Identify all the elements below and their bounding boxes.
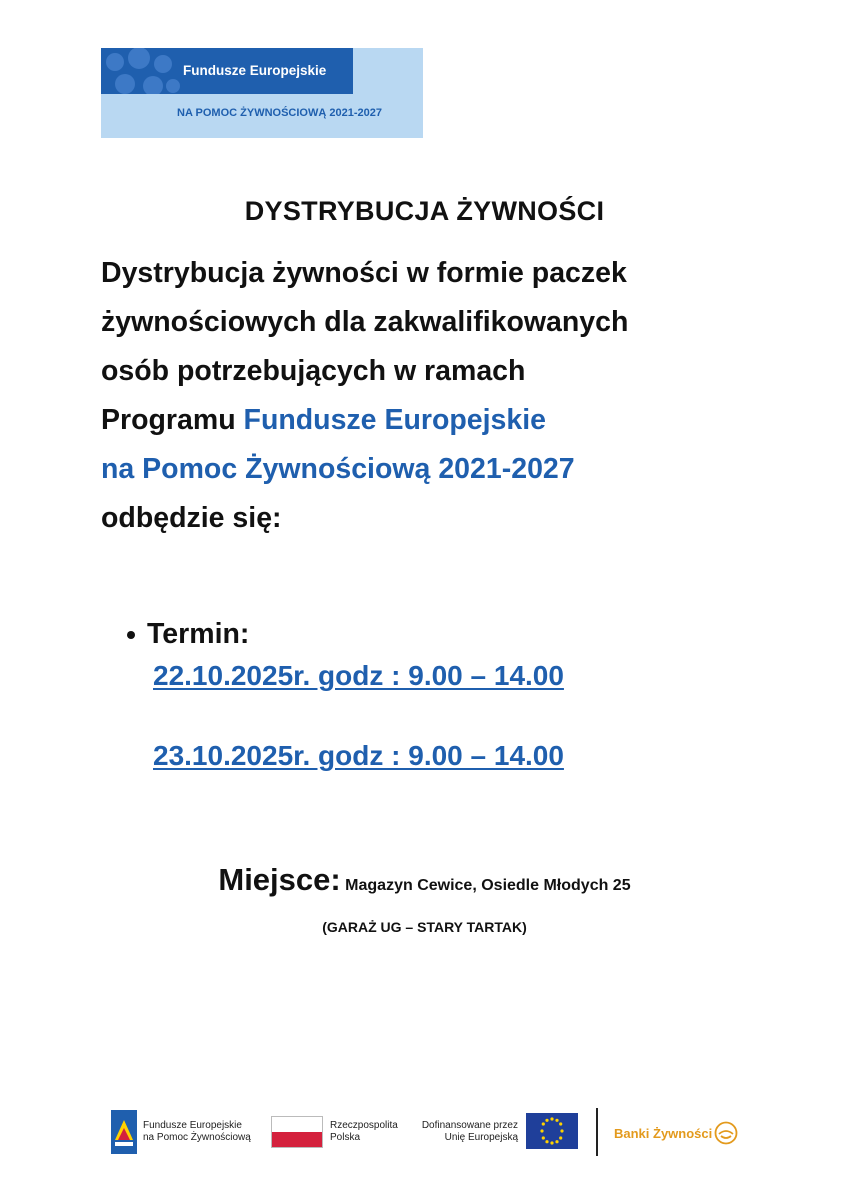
eu-logo-line-1: Dofinansowane przez [421, 1120, 518, 1131]
eu-flag-icon [526, 1113, 578, 1149]
place-value: Magazyn Cewice, Osiedle Młodych 25 [345, 877, 631, 894]
banki-logo-icon [714, 1121, 738, 1145]
eu-logo-line-2: Unię Europejską [444, 1132, 518, 1143]
date-link-1[interactable]: 22.10.2025r. godz : 9.00 – 14.00 [153, 660, 564, 691]
place-label: Miejsce: [218, 862, 341, 897]
bullet-icon [127, 631, 135, 639]
polish-flag-icon [271, 1116, 323, 1148]
eu-logo-text [420, 1120, 518, 1144]
fe-banner-tagline: NA POMOC ŻYWNOŚCIOWĄ 2021-2027 [177, 107, 382, 119]
rp-logo-text [330, 1120, 398, 1144]
fe-logo-line-1: Fundusze Europejskie [143, 1120, 242, 1131]
banki-logo-text: Banki Żywności [614, 1126, 713, 1141]
place-line [0, 862, 849, 898]
fe-banner [101, 48, 423, 138]
program-name-part-2: na Pomoc Żywnościową 2021-2027 [101, 453, 575, 485]
fe-banner-brand: Fundusze Europejskie [183, 63, 327, 78]
date-link-2[interactable]: 23.10.2025r. godz : 9.00 – 14.00 [153, 740, 564, 771]
lead-paragraph [101, 249, 801, 543]
term-label: Termin: [147, 618, 250, 650]
rp-logo-line-2: Polska [330, 1132, 361, 1143]
place-note: (GARAŻ UG – STARY TARTAK) [322, 919, 527, 935]
term-section [127, 618, 249, 651]
fe-banner-top [101, 48, 353, 94]
lead-line-1: Dystrybucja żywności w formie paczek [101, 257, 627, 289]
lead-line-2: żywnościowych dla zakwalifikowanych [101, 306, 629, 338]
fe-logo-text [143, 1120, 251, 1144]
fe-stars-icon [101, 48, 181, 94]
lead-line-4-prefix: Programu [101, 404, 244, 436]
rp-logo-line-1: Rzeczpospolita [330, 1120, 398, 1131]
program-name-part-1: Fundusze Europejskie [243, 404, 547, 436]
fe-logo-line-2: na Pomoc Żywnościową [143, 1132, 251, 1143]
lead-line-6: odbędzie się: [101, 502, 282, 534]
page-title: DYSTRYBUCJA ŻYWNOŚCI [244, 196, 605, 226]
lead-line-3: osób potrzebujących w ramach [101, 355, 526, 387]
footer-divider [596, 1108, 598, 1156]
lead-line-4 [101, 396, 801, 445]
fe-logo-icon [111, 1110, 137, 1154]
footer-logos [0, 1100, 849, 1170]
